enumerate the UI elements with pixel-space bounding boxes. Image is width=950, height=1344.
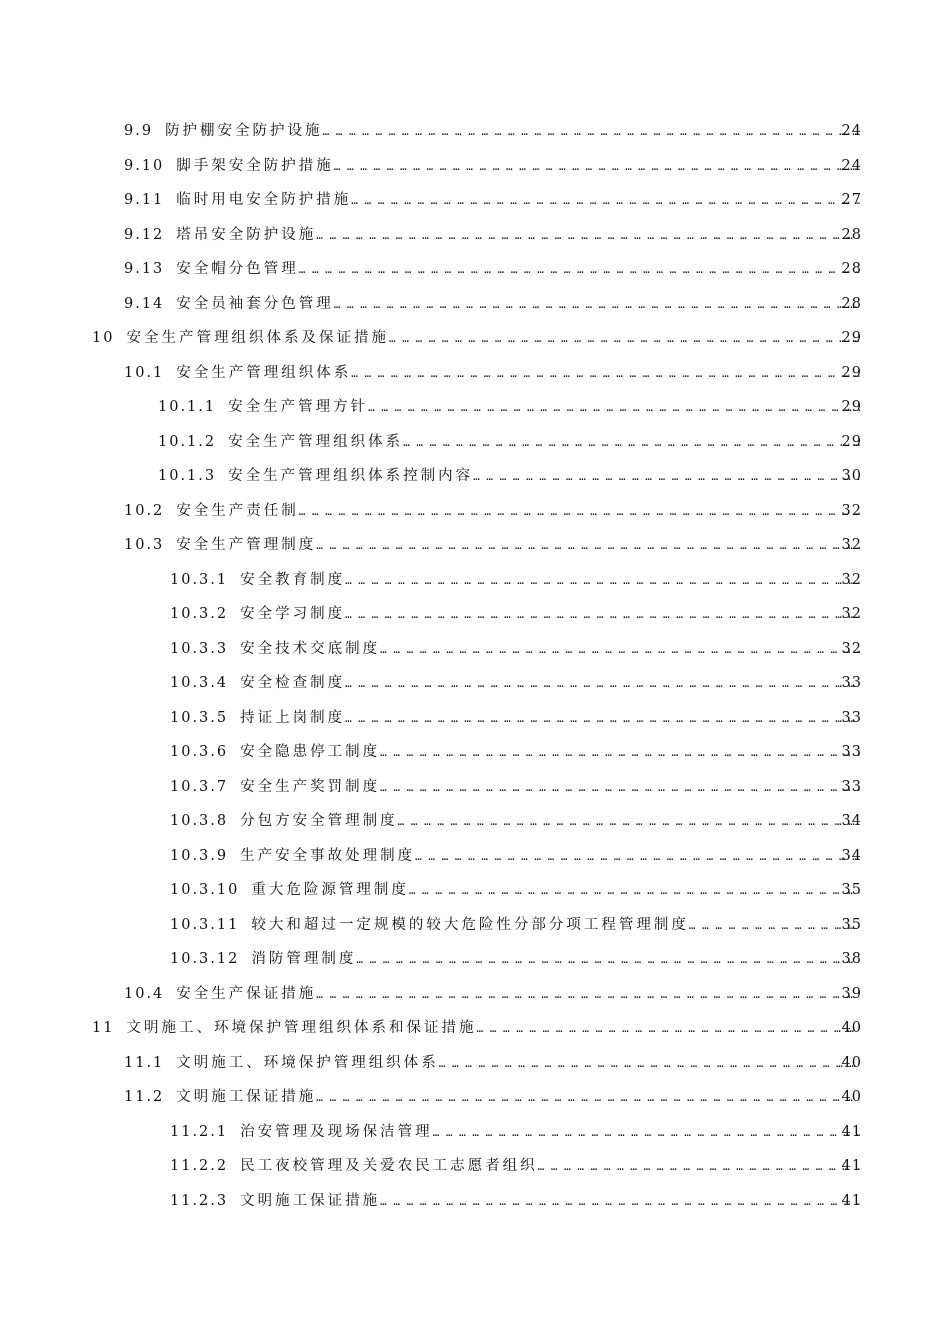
toc-entry[interactable] xyxy=(0,873,950,908)
toc-entry[interactable] xyxy=(0,563,950,598)
toc-entry-number: 10.1.3 xyxy=(158,468,217,484)
toc-entry[interactable] xyxy=(0,942,950,977)
toc-page-number: 33 xyxy=(841,744,862,760)
toc-entry-title: 安全生产管理方针 xyxy=(228,399,369,415)
toc-entry-content xyxy=(124,218,860,254)
toc-entry-title: 安全隐患停工制度 xyxy=(240,744,381,760)
toc-entry-content xyxy=(124,287,860,323)
toc-entry-number: 10.3.8 xyxy=(170,813,229,829)
toc-entry[interactable] xyxy=(0,701,950,736)
toc-entry[interactable] xyxy=(0,356,950,391)
toc-entry-title: 塔吊安全防护设施 xyxy=(176,226,317,243)
toc-entry-number: 9.11 xyxy=(124,192,165,208)
toc-dot-leader xyxy=(316,219,860,254)
toc-dot-leader xyxy=(538,1150,860,1185)
toc-page-number: 29 xyxy=(841,433,862,450)
toc-entry-content xyxy=(170,942,860,978)
toc-entry[interactable] xyxy=(0,1115,950,1150)
toc-entry-number: 10.3.5 xyxy=(170,709,229,726)
toc-dot-leader xyxy=(380,736,860,771)
toc-entry-content xyxy=(124,252,860,288)
toc-entry-number: 10.3.6 xyxy=(170,744,229,760)
toc-dot-leader xyxy=(334,288,860,323)
toc-entry[interactable] xyxy=(0,114,950,149)
toc-page-number: 35 xyxy=(841,916,862,933)
toc-dot-leader xyxy=(299,253,860,288)
toc-entry[interactable] xyxy=(0,183,950,218)
toc-entry-title: 安全员袖套分色管理 xyxy=(176,295,334,312)
toc-entry[interactable] xyxy=(0,632,950,667)
toc-entry-title: 文明施工、环境保护管理组织体系和保证措施 xyxy=(126,1020,477,1036)
toc-entry-number: 10.1.2 xyxy=(158,433,217,450)
toc-dot-leader xyxy=(409,874,860,909)
toc-entry[interactable] xyxy=(0,1149,950,1184)
toc-entry-title: 安全生产管理组织体系 xyxy=(176,364,352,381)
toc-entry-content xyxy=(170,839,860,875)
toc-entry-number: 9.14 xyxy=(124,295,165,312)
toc-entry-content xyxy=(170,563,860,599)
toc-entry[interactable] xyxy=(0,735,950,770)
toc-entry-content xyxy=(158,459,860,495)
toc-entry[interactable] xyxy=(0,149,950,184)
toc-entry-title: 分包方安全管理制度 xyxy=(240,813,398,829)
toc-page-number: 33 xyxy=(841,778,862,795)
toc-entry-number: 10.2 xyxy=(124,502,165,519)
toc-entry-content xyxy=(124,977,860,1013)
toc-entry[interactable] xyxy=(0,1184,950,1219)
toc-dot-leader xyxy=(433,1116,860,1151)
toc-entry-number: 10.3.7 xyxy=(170,778,229,795)
toc-page-number: 32 xyxy=(841,571,862,588)
toc-entry-number: 10.3.11 xyxy=(170,916,240,933)
toc-entry-content xyxy=(170,1149,860,1185)
toc-entry-content xyxy=(92,1011,860,1047)
toc-entry-content xyxy=(170,666,860,702)
toc-entry[interactable] xyxy=(0,321,950,356)
toc-dot-leader xyxy=(439,1047,860,1082)
toc-entry-content xyxy=(170,873,860,909)
toc-page-number: 28 xyxy=(841,295,862,312)
toc-entry[interactable] xyxy=(0,908,950,943)
toc-page-number: 27 xyxy=(841,192,862,208)
toc-entry-title: 安全生产奖罚制度 xyxy=(240,778,381,795)
toc-entry-title: 安全生产保证措施 xyxy=(176,985,317,1002)
toc-dot-leader xyxy=(299,495,860,530)
toc-dot-leader xyxy=(345,702,860,737)
toc-page-number: 40 xyxy=(841,1089,862,1105)
toc-dot-leader xyxy=(380,1185,860,1220)
toc-page-number: 34 xyxy=(841,847,862,864)
toc-entry-title: 安全教育制度 xyxy=(240,571,346,588)
toc-entry-number: 10.1 xyxy=(124,364,165,381)
toc-dot-leader xyxy=(398,805,860,840)
toc-entry[interactable] xyxy=(0,804,950,839)
toc-dot-leader xyxy=(316,529,860,564)
toc-page-number: 32 xyxy=(841,606,862,622)
toc-entry-title: 安全生产管理制度 xyxy=(176,537,317,553)
toc-entry-content xyxy=(158,390,860,426)
toc-entry-title: 安全生产管理组织体系 xyxy=(228,433,404,450)
toc-entry-number: 9.13 xyxy=(124,261,165,277)
toc-entry-title: 文明施工保证措施 xyxy=(240,1192,381,1209)
toc-entry-content xyxy=(124,494,860,530)
toc-page-number: 35 xyxy=(841,882,862,898)
toc-entry[interactable] xyxy=(0,390,950,425)
toc-entry-number: 10.3.10 xyxy=(170,882,240,898)
toc-page-number: 28 xyxy=(841,261,862,277)
toc-entry-title: 治安管理及现场保洁管理 xyxy=(240,1123,433,1140)
toc-dot-leader xyxy=(345,598,860,633)
toc-entry[interactable] xyxy=(0,287,950,322)
toc-dot-leader xyxy=(316,978,860,1013)
toc-entry-title: 安全技术交底制度 xyxy=(240,640,381,657)
toc-page-number: 24 xyxy=(841,123,862,139)
toc-page-number: 41 xyxy=(841,1123,862,1140)
toc-entry[interactable] xyxy=(0,1011,950,1046)
toc-entry-number: 9.12 xyxy=(124,226,165,243)
toc-entry-content xyxy=(170,735,860,771)
toc-entry-content xyxy=(124,356,860,392)
toc-entry-number: 10.3.1 xyxy=(170,571,229,588)
toc-entry-number: 10.3.12 xyxy=(170,951,240,967)
toc-entry-title: 脚手架安全防护措施 xyxy=(176,157,334,174)
toc-entry-number: 11 xyxy=(92,1020,115,1036)
toc-dot-leader xyxy=(334,150,860,185)
toc-entry[interactable] xyxy=(0,459,950,494)
toc-entry-number: 11.2.2 xyxy=(170,1158,229,1174)
toc-entry-number: 9.9 xyxy=(124,123,154,139)
toc-dot-leader xyxy=(323,115,860,150)
toc-page-number: 32 xyxy=(841,640,862,657)
toc-dot-leader xyxy=(380,633,860,668)
toc-entry-number: 11.1 xyxy=(124,1054,165,1071)
toc-entry[interactable] xyxy=(0,528,950,563)
toc-page-number: 32 xyxy=(841,537,862,553)
toc-dot-leader xyxy=(368,391,860,426)
toc-entry-number: 10.3 xyxy=(124,537,165,553)
toc-entry-number: 11.2.1 xyxy=(170,1123,229,1140)
toc-entry-content xyxy=(170,804,860,840)
toc-entry[interactable] xyxy=(0,977,950,1012)
toc-entry-title: 文明施工保证措施 xyxy=(176,1089,317,1105)
toc-entry[interactable] xyxy=(0,425,950,460)
toc-page-number: 33 xyxy=(841,675,862,691)
toc-dot-leader xyxy=(403,426,860,461)
toc-dot-leader xyxy=(476,1012,860,1047)
toc-dot-leader xyxy=(380,771,860,806)
toc-entry-title: 安全生产管理组织体系控制内容 xyxy=(228,468,474,484)
toc-dot-leader xyxy=(473,460,860,495)
toc-entry-title: 重大危险源管理制度 xyxy=(251,882,409,898)
toc-entry-number: 10.4 xyxy=(124,985,165,1002)
toc-entry-number: 10 xyxy=(92,330,115,346)
toc-page-number: 29 xyxy=(841,330,862,346)
toc-entry-content xyxy=(170,597,860,633)
toc-page-number: 41 xyxy=(841,1192,862,1209)
toc-page-number: 33 xyxy=(841,709,862,726)
toc-entry-number: 10.3.9 xyxy=(170,847,229,864)
toc-entry-content xyxy=(124,1080,860,1116)
toc-entry[interactable] xyxy=(0,839,950,874)
toc-entry-title: 生产安全事故处理制度 xyxy=(240,847,416,864)
toc-entry-title: 安全学习制度 xyxy=(240,606,346,622)
toc-entry[interactable] xyxy=(0,494,950,529)
toc-entry-content xyxy=(158,425,860,461)
toc-entry[interactable] xyxy=(0,252,950,287)
toc-dot-leader xyxy=(316,1081,860,1116)
toc-page-number: 28 xyxy=(841,226,862,243)
toc-entry-content xyxy=(124,528,860,564)
toc-dot-leader xyxy=(345,564,860,599)
toc-page-number: 24 xyxy=(841,157,862,174)
toc-page-number: 30 xyxy=(841,468,862,484)
toc-entry-title: 临时用电安全防护措施 xyxy=(176,192,352,208)
toc-entry-content xyxy=(170,908,860,944)
toc-entry-content xyxy=(124,149,860,185)
toc-entry[interactable] xyxy=(0,1046,950,1081)
toc-dot-leader xyxy=(389,322,860,357)
toc-entry-number: 10.3.2 xyxy=(170,606,229,622)
toc-entry-number: 9.10 xyxy=(124,157,165,174)
table-of-contents xyxy=(0,114,950,1218)
toc-dot-leader xyxy=(351,184,860,219)
toc-entry-title: 安全生产管理组织体系及保证措施 xyxy=(126,330,389,346)
toc-entry-title: 民工夜校管理及关爱农民工志愿者组织 xyxy=(240,1158,538,1174)
toc-entry-number: 11.2.3 xyxy=(170,1192,229,1209)
toc-entry-content xyxy=(170,1115,860,1151)
toc-entry-title: 文明施工、环境保护管理组织体系 xyxy=(176,1054,439,1071)
toc-entry-number: 11.2 xyxy=(124,1089,165,1105)
toc-entry-content xyxy=(92,321,860,357)
toc-entry-title: 较大和超过一定规模的较大危险性分部分项工程管理制度 xyxy=(251,916,689,933)
toc-entry-content xyxy=(124,114,860,150)
toc-entry-content xyxy=(170,632,860,668)
toc-page-number: 41 xyxy=(841,1158,862,1174)
toc-entry[interactable] xyxy=(0,666,950,701)
toc-dot-leader xyxy=(415,840,860,875)
toc-entry-title: 安全检查制度 xyxy=(240,675,346,691)
toc-entry-title: 消防管理制度 xyxy=(251,951,357,967)
toc-entry-number: 10.1.1 xyxy=(158,399,217,415)
toc-rows xyxy=(0,114,950,1218)
toc-page-number: 32 xyxy=(841,502,862,519)
toc-page-number: 29 xyxy=(841,399,862,415)
toc-entry[interactable] xyxy=(0,597,950,632)
toc-entry-content xyxy=(124,1046,860,1082)
toc-entry-content xyxy=(170,701,860,737)
toc-entry-title: 持证上岗制度 xyxy=(240,709,346,726)
toc-entry-number: 10.3.4 xyxy=(170,675,229,691)
toc-entry-content xyxy=(124,183,860,219)
toc-entry-content xyxy=(170,1184,860,1220)
toc-page-number: 38 xyxy=(841,951,862,967)
toc-dot-leader xyxy=(356,943,860,978)
toc-entry-title: 安全生产责任制 xyxy=(176,502,299,519)
toc-dot-leader xyxy=(345,667,860,702)
toc-entry-title: 防护棚安全防护设施 xyxy=(165,123,323,139)
toc-page-number: 40 xyxy=(841,1020,862,1036)
toc-entry-number: 10.3.3 xyxy=(170,640,229,657)
toc-page-number: 39 xyxy=(841,985,862,1002)
toc-entry[interactable] xyxy=(0,770,950,805)
toc-entry-title: 安全帽分色管理 xyxy=(176,261,299,277)
toc-entry[interactable] xyxy=(0,218,950,253)
toc-dot-leader xyxy=(351,357,860,392)
toc-page-number: 29 xyxy=(841,364,862,381)
toc-dot-leader xyxy=(689,909,860,944)
toc-entry[interactable] xyxy=(0,1080,950,1115)
toc-entry-content xyxy=(170,770,860,806)
toc-page-number: 40 xyxy=(841,1054,862,1071)
toc-page-number: 34 xyxy=(841,813,862,829)
